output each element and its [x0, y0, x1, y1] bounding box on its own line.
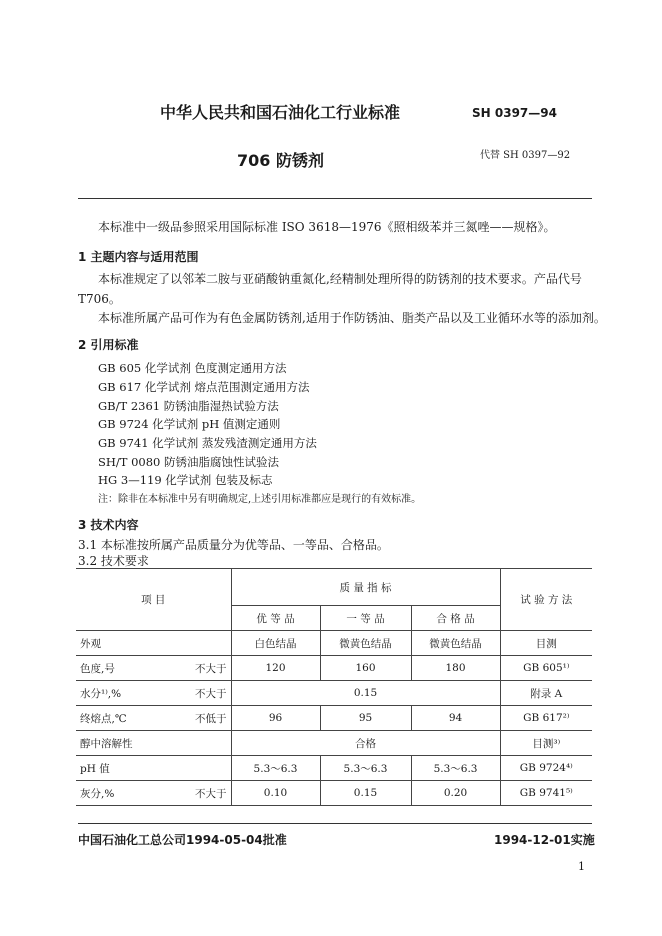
- merged-value-cell: 0.15: [231, 681, 500, 706]
- effective-date: 1994-12-01实施: [494, 833, 595, 847]
- value-cell: 94: [411, 706, 500, 731]
- value-cell: 120: [231, 656, 320, 681]
- value-cell: 96: [231, 706, 320, 731]
- row-item: 灰分,%: [80, 787, 115, 800]
- standard-code: SH 0397—94: [472, 106, 557, 120]
- technical-requirements-table: [76, 568, 592, 806]
- method-cell: 目测: [500, 631, 592, 656]
- method-cell: GB 617²⁾: [500, 706, 592, 731]
- row-limit: 不大于: [195, 662, 227, 675]
- row-item: 色度,号: [80, 662, 115, 675]
- reference-note: 注：除非在本标准中另有明确规定,上述引用标准都应是现行的有效标准。: [98, 494, 422, 505]
- row-item: 醇中溶解性: [80, 737, 133, 750]
- intro-paragraph: 本标准中一级品参照采用国际标准 ISO 3618—1976《照相级苯并三氮唑——规格》。: [98, 220, 556, 234]
- value-cell: 微黄色结晶: [411, 631, 500, 656]
- section-1-heading: 1 主题内容与适用范围: [78, 250, 199, 264]
- method-cell: 目测³⁾: [500, 731, 592, 756]
- method-cell: GB 9741⁵⁾: [500, 781, 592, 806]
- value-cell: 5.3～6.3: [231, 756, 320, 781]
- value-cell: 白色结晶: [231, 631, 320, 656]
- section-1-para-1-line-2: T706。: [78, 292, 121, 306]
- column-header-item: 项 目: [76, 569, 231, 631]
- grade-qualified: 合 格 品: [411, 606, 500, 631]
- table-row: [76, 781, 592, 806]
- value-cell: 0.10: [231, 781, 320, 806]
- value-cell: 0.15: [320, 781, 411, 806]
- row-limit: 不大于: [195, 687, 227, 700]
- footer-divider: [78, 823, 592, 824]
- row-item: 水分¹⁾,%: [80, 687, 122, 700]
- reference-item: HG 3—119 化学试剂 包装及标志: [98, 473, 273, 487]
- table-row: [76, 756, 592, 781]
- table-row: [76, 706, 592, 731]
- table-row: [76, 731, 592, 756]
- value-cell: 微黄色结晶: [320, 631, 411, 656]
- row-item: 终熔点,℃: [80, 712, 127, 725]
- column-header-quality: 质 量 指 标: [231, 569, 500, 606]
- table-row: [76, 656, 592, 681]
- table-row: [76, 631, 592, 656]
- value-cell: 5.3～6.3: [411, 756, 500, 781]
- row-item: 外观: [80, 637, 101, 650]
- replaces-standard: 代替 SH 0397—92: [480, 150, 571, 161]
- reference-item: GB 9724 化学试剂 pH 值测定通则: [98, 417, 281, 431]
- row-item: pH 值: [80, 762, 110, 775]
- header-divider: [78, 198, 592, 199]
- value-cell: 95: [320, 706, 411, 731]
- value-cell: 0.20: [411, 781, 500, 806]
- reference-item: GB/T 2361 防锈油脂湿热试验方法: [98, 399, 279, 413]
- section-3-heading: 3 技术内容: [78, 518, 139, 532]
- section-1-para-1-line-1: 本标准规定了以邻苯二胺与亚硝酸钠重氮化,经精制处理所得的防锈剂的技术要求。产品代号: [98, 272, 582, 286]
- issuing-body-title: 中华人民共和国石油化工行业标准: [160, 103, 401, 122]
- table-row: [76, 681, 592, 706]
- reference-item: GB 9741 化学试剂 蒸发残渣测定通用方法: [98, 436, 317, 450]
- reference-item: GB 617 化学试剂 熔点范围测定通用方法: [98, 380, 310, 394]
- grade-premium: 优 等 品: [231, 606, 320, 631]
- row-limit: 不大于: [195, 787, 227, 800]
- page-number: 1: [578, 860, 585, 873]
- method-cell: GB 605¹⁾: [500, 656, 592, 681]
- value-cell: 180: [411, 656, 500, 681]
- row-limit: 不低于: [195, 712, 227, 725]
- reference-item: SH/T 0080 防锈油脂腐蚀性试验法: [98, 455, 280, 469]
- approval-line: 中国石油化工总公司1994-05-04批准: [78, 833, 287, 847]
- clause-3-2: 3.2 技术要求: [78, 554, 149, 568]
- reference-item: GB 605 化学试剂 色度测定通用方法: [98, 361, 287, 375]
- method-cell: 附录 A: [500, 681, 592, 706]
- section-2-heading: 2 引用标准: [78, 338, 139, 352]
- clause-3-1: 3.1 本标准按所属产品质量分为优等品、一等品、合格品。: [78, 538, 389, 552]
- grade-first: 一 等 品: [320, 606, 411, 631]
- method-cell: GB 9724⁴⁾: [500, 756, 592, 781]
- value-cell: 5.3～6.3: [320, 756, 411, 781]
- document-title: 706 防锈剂: [237, 151, 324, 170]
- column-header-method: 试 验 方 法: [500, 569, 592, 631]
- merged-value-cell: 合格: [231, 731, 500, 756]
- section-1-para-2: 本标准所属产品可作为有色金属防锈剂,适用于作防锈油、脂类产品以及工业循环水等的添加剂。: [98, 311, 606, 325]
- value-cell: 160: [320, 656, 411, 681]
